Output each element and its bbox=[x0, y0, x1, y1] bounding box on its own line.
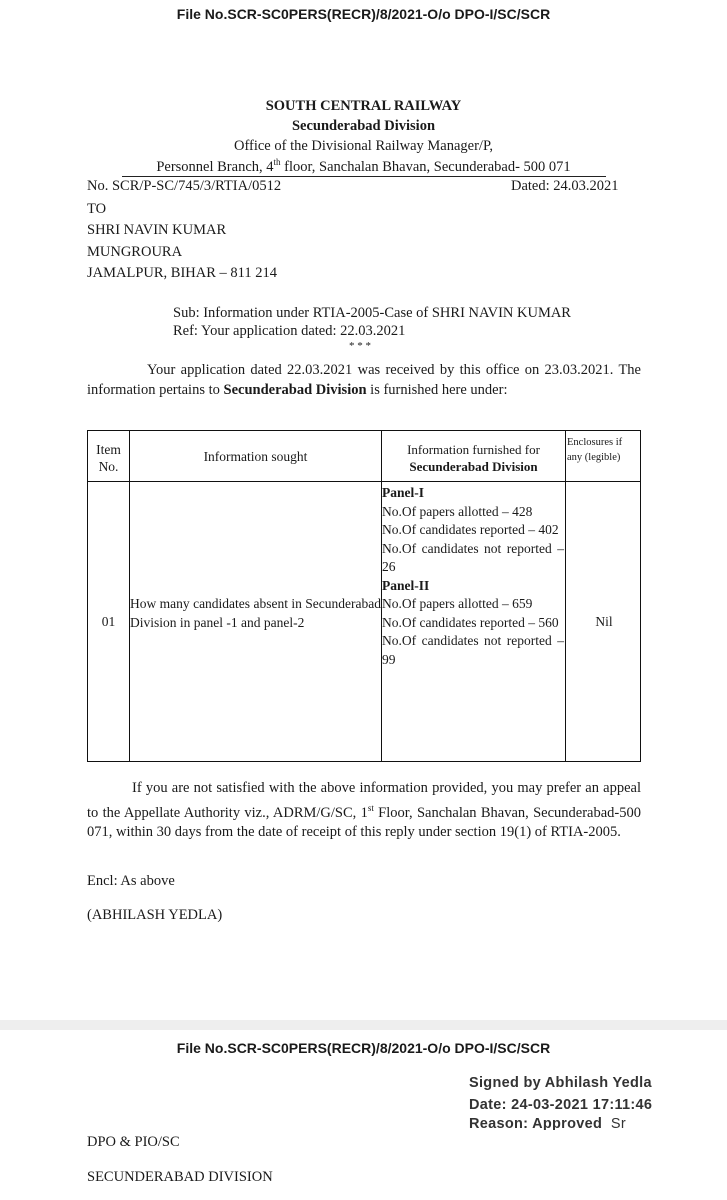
digital-signature-date: Date: 24-03-2021 17:11:46 bbox=[469, 1097, 653, 1113]
intro-paragraph: Your application dated 22.03.2021 was received by this office on 23.03.2021. The information pertains to Secunderabad Division is furnished here under: bbox=[87, 362, 641, 398]
panel-1-candidates-reported: No.Of candidates reported – 402 bbox=[382, 522, 559, 537]
signatory-name: (ABHILASH YEDLA) bbox=[87, 907, 223, 923]
row-item-no: 01 bbox=[101, 614, 116, 629]
panel-1-candidates-not-reported: No.Of candidates not reported – 26 bbox=[382, 540, 564, 574]
recipient-name: SHRI NAVIN KUMAR bbox=[87, 222, 227, 238]
address-underline bbox=[122, 176, 606, 177]
subject-line: Sub: Information under RTIA-2005-Case of SHRI NAVIN KUMAR bbox=[173, 305, 571, 321]
header-enclosures: Enclosures if any (legible) bbox=[567, 437, 623, 463]
information-table bbox=[87, 430, 641, 762]
row-information-sought: How many candidates absent in Secunderabad Division in panel -1 and panel-2 bbox=[130, 596, 381, 630]
panel-2-candidates-not-reported: No.Of candidates not reported – 99 bbox=[382, 633, 564, 667]
table-header-divider bbox=[88, 481, 640, 482]
office-address: Personnel Branch, 4th floor, Sanchalan Bhavan, Secunderabad- 500 071 bbox=[156, 157, 571, 175]
to-label: TO bbox=[87, 201, 107, 217]
panel-2-candidates-reported: No.Of candidates reported – 560 bbox=[382, 614, 559, 630]
recipient-address-line1: MUNGROURA bbox=[87, 244, 183, 260]
reference-line: Ref: Your application dated: 22.03.2021 bbox=[173, 323, 406, 339]
panel-1-title: Panel-I bbox=[382, 485, 424, 500]
row-enclosures: Nil bbox=[595, 614, 613, 629]
recipient-address-line2: JAMALPUR, BIHAR – 811 214 bbox=[87, 265, 277, 281]
enclosure-note: Encl: As above bbox=[87, 873, 175, 889]
letter-page-2 bbox=[0, 1030, 727, 1200]
org-name: SOUTH CENTRAL RAILWAY bbox=[265, 98, 462, 114]
panel-2-papers-allotted: No.Of papers allotted – 659 bbox=[382, 596, 533, 611]
header-information-sought: Information sought bbox=[203, 449, 308, 464]
appeal-paragraph: If you are not satisfied with the above information provided, you may prefer an appeal to the Appellate Authority viz., ADRM/G/SC, 1st Floor, Sanchalan Bhavan, Secunderabad-500 071, within 30 days from the date of receipt of this reply under section 19(1) of RTIA-2005. bbox=[87, 780, 641, 840]
file-number-header: File No.SCR-SC0PERS(RECR)/8/2021-O/o DPO-I/SC/SCR bbox=[176, 6, 551, 22]
division-name: Secunderabad Division bbox=[291, 118, 436, 134]
header-information-furnished: Information furnished for Secunderabad Division bbox=[407, 442, 540, 474]
page-break bbox=[0, 1020, 727, 1030]
header-item-no: Item No. bbox=[96, 442, 121, 474]
division-footer: SECUNDERABAD DIVISION bbox=[87, 1169, 273, 1185]
office-name: Office of the Divisional Railway Manager/P, bbox=[233, 138, 494, 154]
letter-date: Dated: 24.03.2021 bbox=[511, 178, 619, 194]
digital-signature-signed-by: Signed by Abhilash Yedla bbox=[469, 1075, 652, 1091]
reference-number: No. SCR/P-SC/745/3/RTIA/0512 bbox=[87, 178, 282, 194]
panel-1-papers-allotted: No.Of papers allotted – 428 bbox=[382, 503, 533, 519]
file-number-footer: File No.SCR-SC0PERS(RECR)/8/2021-O/o DPO-I/SC/SCR bbox=[176, 1040, 551, 1056]
row-information-furnished bbox=[382, 484, 564, 669]
panel-2-title: Panel-II bbox=[382, 577, 430, 593]
separator-stars: * * * bbox=[349, 340, 371, 352]
designation: DPO & PIO/SC bbox=[87, 1134, 180, 1150]
digital-signature-reason: Reason: Approved Sr bbox=[469, 1116, 626, 1130]
